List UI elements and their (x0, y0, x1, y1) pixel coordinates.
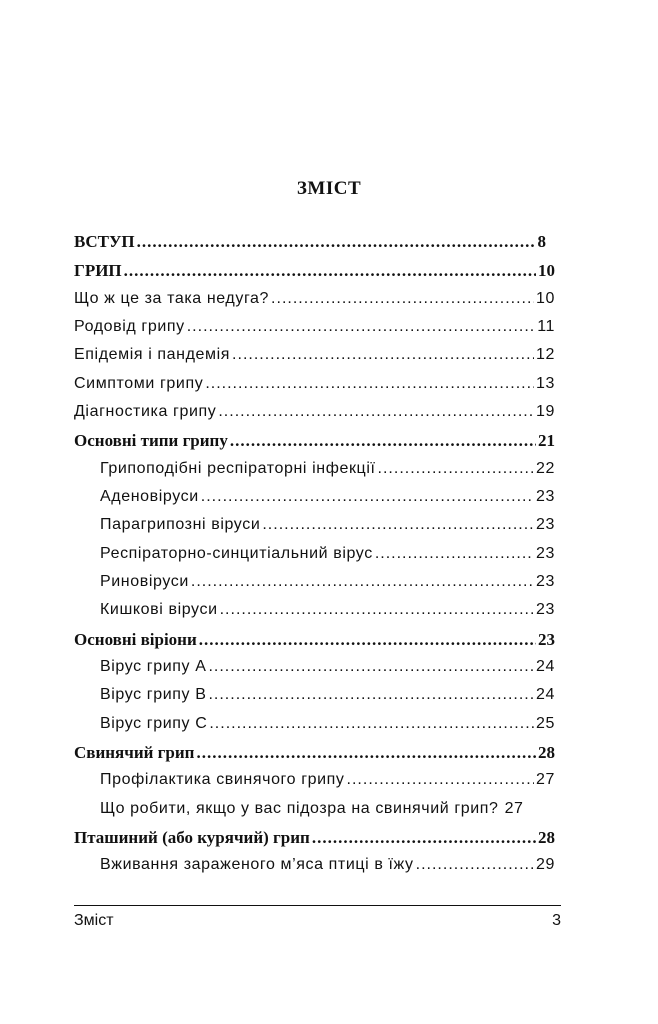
footer-page-number: 3 (552, 912, 561, 929)
toc-entry[interactable] (74, 630, 555, 650)
toc-entry-title: Що робити, якщо у вас підозра на свинячий грип? (100, 800, 499, 817)
toc-entry[interactable] (74, 261, 555, 281)
toc-entry-page: 23 (536, 545, 555, 562)
toc-entry-page: 28 (538, 743, 555, 762)
page-title: ЗМІСТ (296, 178, 362, 199)
toc-entry-title: Пташиний (або курячий) грип (74, 828, 310, 847)
toc-leader-dots (375, 545, 534, 563)
toc-entry-title: ГРИП (74, 261, 122, 280)
toc-entry-page: 23 (536, 488, 555, 505)
toc-entry[interactable] (74, 828, 555, 848)
toc-entry-title: Основні віріони (74, 630, 197, 649)
toc-leader-dots (209, 715, 534, 733)
toc-entry-page: 13 (536, 375, 555, 392)
toc-entry-page: 25 (536, 715, 555, 732)
toc-entry-page: 10 (538, 261, 555, 280)
toc-leader-dots (230, 431, 536, 451)
toc-entry[interactable] (100, 715, 555, 733)
toc-entry-title: Парагрипозні віруси (100, 516, 261, 533)
toc-entry[interactable] (100, 573, 555, 591)
toc-entry-page: 27 (536, 771, 555, 788)
toc-entry-page: 19 (536, 403, 555, 420)
toc-entry-title: Що ж це за така недуга? (74, 290, 270, 307)
toc-entry-title: Свинячий грип (74, 743, 195, 762)
toc-entry-page: 22 (536, 460, 555, 477)
toc-leader-dots (201, 488, 534, 506)
toc-entry-title: Основні типи грипу (74, 431, 228, 450)
toc-leader-dots (205, 375, 534, 393)
toc-entry-page: 28 (538, 828, 555, 847)
toc-entry[interactable] (74, 403, 555, 421)
toc-entry-page: 11 (537, 318, 555, 335)
toc-entry[interactable] (100, 601, 555, 619)
toc-entry[interactable] (74, 318, 555, 336)
toc-entry-title: Вірус грипу С (100, 715, 208, 732)
toc-leader-dots (271, 290, 534, 308)
toc-entry-title: Епідемія і пандемія (74, 346, 231, 363)
toc-entry[interactable] (74, 290, 555, 308)
toc-entry-title: Вірус грипу А (100, 658, 207, 675)
toc-entry[interactable] (74, 743, 555, 763)
toc-entry-title: Профілактика свинячого грипу (100, 771, 345, 788)
toc-leader-dots (378, 460, 534, 478)
toc-entry[interactable] (74, 232, 546, 252)
toc-leader-dots (218, 403, 534, 421)
toc-entry-title: Діагностика грипу (74, 403, 217, 420)
toc-leader-dots (124, 261, 536, 281)
footer-divider (74, 905, 561, 906)
toc-leader-dots (232, 346, 534, 364)
toc-leader-dots (220, 601, 534, 619)
toc-entry[interactable] (74, 431, 555, 451)
toc-leader-dots (208, 658, 534, 676)
toc-entry-title: Грипоподібні респіраторні інфекції (100, 460, 376, 477)
toc-leader-dots (191, 573, 534, 591)
toc-entry-page: 27 (504, 800, 524, 817)
toc-entry[interactable] (100, 800, 555, 818)
toc-entry-page: 24 (536, 686, 555, 703)
toc-leader-dots (137, 232, 536, 252)
footer-section-title: Зміст (74, 912, 114, 929)
toc-entry-title: Кишкові віруси (100, 601, 218, 618)
toc-entry-title: Аденовіруси (100, 488, 199, 505)
toc-entry-title: Вірус грипу В (100, 686, 207, 703)
toc-leader-dots (416, 856, 534, 874)
toc-entry-page: 10 (536, 290, 555, 307)
toc-entry-page: 21 (538, 431, 555, 450)
toc-leader-dots (187, 318, 535, 336)
toc-entry-page: 8 (537, 232, 546, 251)
toc-entry-title: Симптоми грипу (74, 375, 204, 392)
toc-leader-dots (262, 516, 534, 534)
toc-entry[interactable] (100, 658, 555, 676)
toc-entry[interactable] (100, 771, 555, 789)
toc-entry-title: Вживання зараженого м’яса птиці в їжу (100, 856, 414, 873)
toc-entry[interactable] (100, 488, 555, 506)
toc-entry-title: Респіраторно-синцитіальний вірус (100, 545, 373, 562)
toc-entry-page: 23 (538, 630, 555, 649)
toc-entry[interactable] (100, 686, 555, 704)
toc-entry[interactable] (100, 460, 555, 478)
toc-leader-dots (347, 771, 534, 789)
toc-entry-title: ВСТУП (74, 232, 135, 251)
toc-entry-page: 24 (536, 658, 555, 675)
toc-entry[interactable] (100, 545, 555, 563)
toc-leader-dots (208, 686, 534, 704)
toc-leader-dots (312, 828, 536, 848)
toc-entry[interactable] (74, 375, 555, 393)
toc-entry[interactable] (100, 856, 555, 874)
toc-entry-page: 29 (536, 856, 555, 873)
toc-entry-page: 23 (536, 516, 555, 533)
toc-leader-dots (196, 743, 536, 763)
toc-entry[interactable] (74, 346, 555, 364)
toc-entry-title: Риновіруси (100, 573, 189, 590)
toc-entry-title: Родовід грипу (74, 318, 185, 335)
toc-entry-page: 23 (536, 573, 555, 590)
toc-entry[interactable] (100, 516, 555, 534)
toc-leader-dots (199, 630, 536, 650)
toc-entry-page: 12 (536, 346, 555, 363)
toc-entry-page: 23 (536, 601, 555, 618)
